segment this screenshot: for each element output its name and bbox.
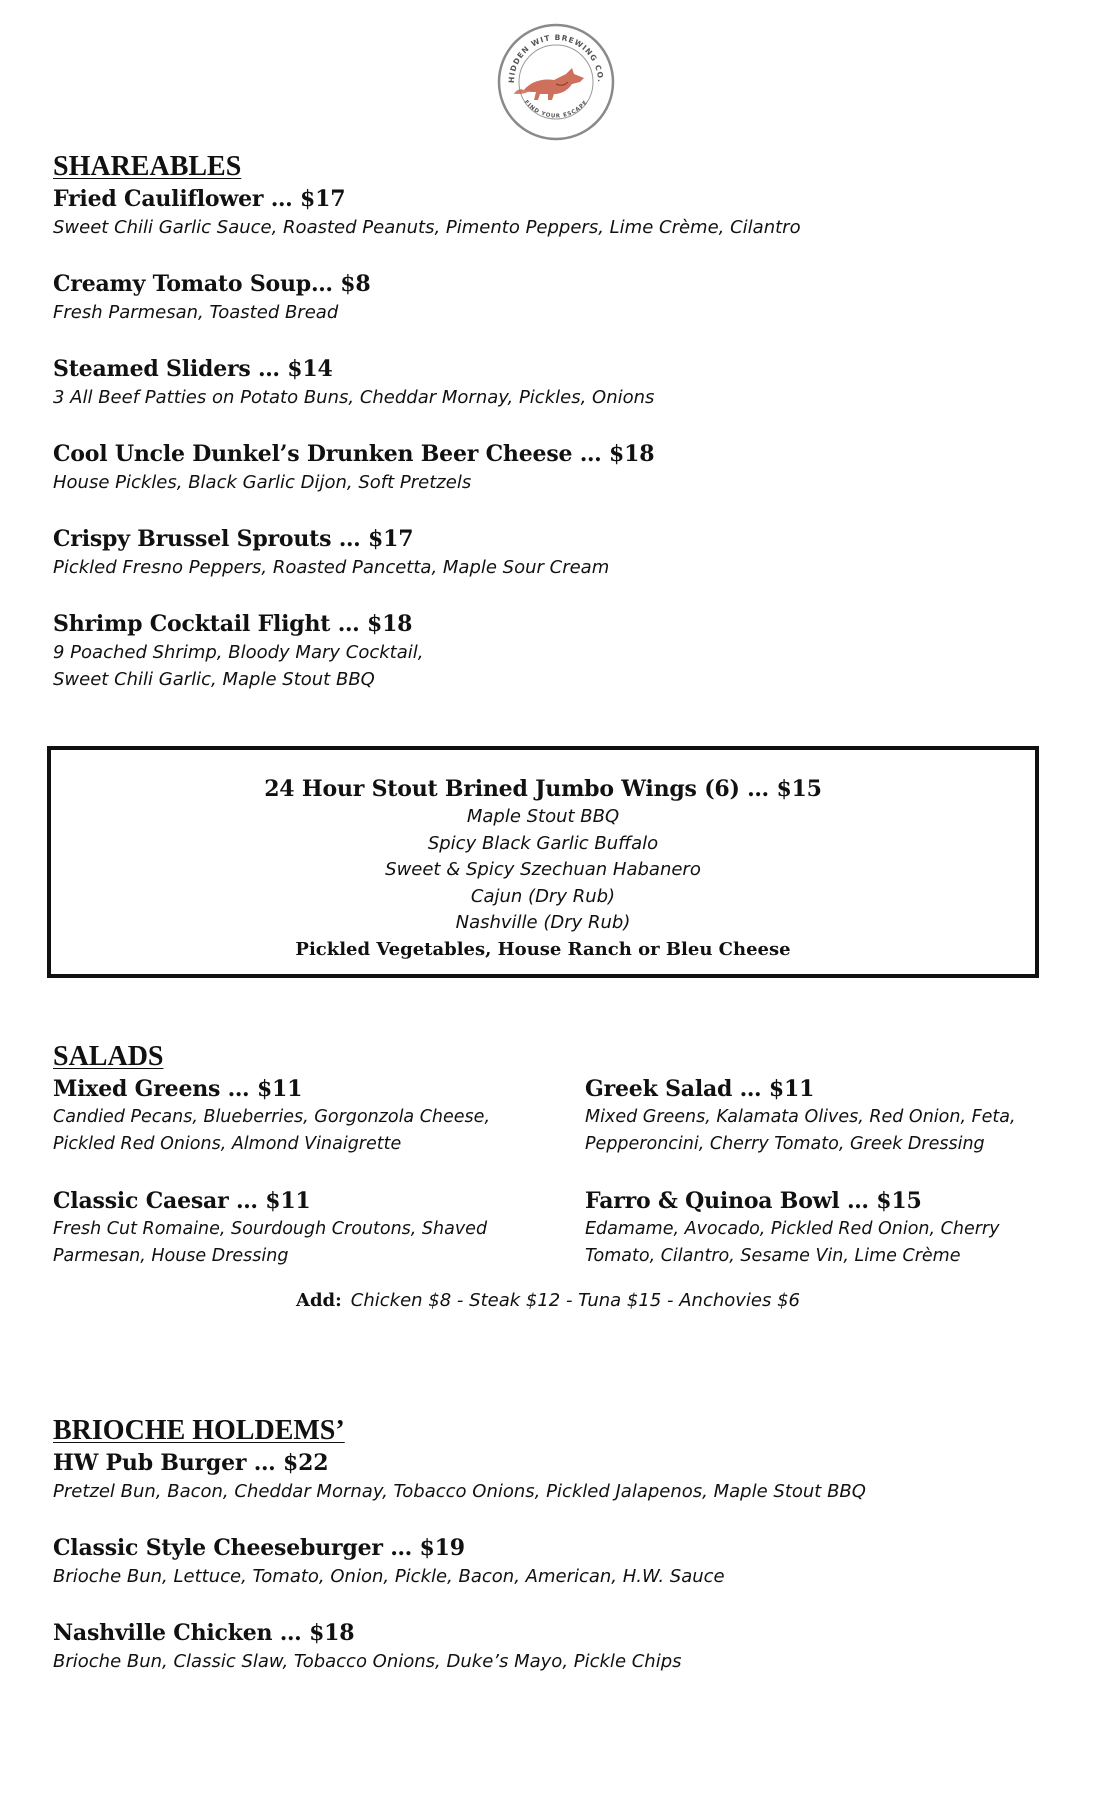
logo-top-text: HIDDEN WIT BREWING CO. (506, 32, 606, 84)
item-description: House Pickles, Black Garlic Dijon, Soft Pretzels (53, 472, 472, 493)
menu-item-steamed-sliders (53, 354, 1053, 411)
menu-item-hw-pub-burger (53, 1448, 1053, 1505)
brioche-section (53, 1414, 1053, 1703)
item-title: Farro & Quinoa Bowl … $15 (585, 1188, 922, 1214)
item-description-line: Edamame, Avocado, Pickled Red Onion, Cherry (585, 1219, 1000, 1239)
item-description: Fresh Parmesan, Toasted Bread (53, 302, 339, 323)
item-description: 3 All Beef Patties on Potato Buns, Cheddar Mornay, Pickles, Onions (53, 387, 655, 408)
item-title: Cool Uncle Dunkel’s Drunken Beer Cheese … $18 (53, 441, 655, 467)
wing-sauce-option: Spicy Black Garlic Buffalo (427, 832, 659, 854)
wing-sauce-option: Maple Stout BBQ (466, 806, 620, 827)
item-title: Mixed Greens … $11 (53, 1076, 303, 1102)
item-title: Steamed Sliders … $14 (53, 356, 333, 382)
item-description-line: Parmesan, House Dressing (53, 1246, 289, 1266)
shareables-heading: SHAREABLES (53, 151, 242, 182)
item-description-line: Tomato, Cilantro, Sesame Vin, Lime Crème (585, 1246, 961, 1266)
item-description-line: Pepperoncini, Cherry Tomato, Greek Dressing (585, 1134, 985, 1154)
salads-heading: SALADS (53, 1041, 164, 1072)
salads-section (53, 1040, 1053, 1270)
item-description-line: Mixed Greens, Kalamata Olives, Red Onion, Feta, (585, 1107, 1016, 1127)
brioche-heading: BRIOCHE HOLDEMS’ (53, 1415, 345, 1446)
item-title: Crispy Brussel Sprouts … $17 (53, 526, 414, 552)
svg-text:FIND YOUR ESCAPE (523, 99, 589, 119)
item-title: HW Pub Burger … $22 (53, 1450, 329, 1476)
shareables-section (53, 150, 1053, 721)
item-title: Nashville Chicken … $18 (53, 1620, 355, 1646)
menu-item-mixed-greens (53, 1074, 585, 1158)
wing-sauce-option: Sweet & Spicy Szechuan Habanero (385, 859, 701, 880)
item-title: Classic Style Cheeseburger … $19 (53, 1535, 465, 1561)
item-description: Pickled Fresno Peppers, Roasted Pancetta, Maple Sour Cream (53, 557, 610, 578)
item-description-line: Fresh Cut Romaine, Sourdough Croutons, Shaved (53, 1219, 488, 1239)
menu-item-brussel-sprouts (53, 524, 1053, 581)
svg-text:HIDDEN WIT BREWING CO. (507, 33, 605, 83)
menu-item-beer-cheese (53, 439, 1053, 496)
salads-grid (53, 1074, 1053, 1270)
item-description: Sweet Chili Garlic Sauce, Roasted Peanuts, Pimento Peppers, Lime Crème, Cilantro (53, 217, 801, 238)
menu-item-creamy-tomato-soup (53, 269, 1053, 326)
item-title: Classic Caesar … $11 (53, 1188, 311, 1214)
item-description: Pretzel Bun, Bacon, Cheddar Mornay, Tobacco Onions, Pickled Jalapenos, Maple Stout BBQ (53, 1481, 866, 1502)
item-description: Brioche Bun, Classic Slaw, Tobacco Onions, Duke’s Mayo, Pickle Chips (53, 1651, 682, 1672)
menu-item-nashville-chicken (53, 1618, 1053, 1675)
wings-title: 24 Hour Stout Brined Jumbo Wings (6) … $15 (264, 776, 822, 802)
fox-icon (514, 68, 584, 100)
item-description-line: Candied Pecans, Blueberries, Gorgonzola Cheese, (53, 1107, 491, 1127)
item-description-line: Pickled Red Onions, Almond Vinaigrette (53, 1134, 402, 1154)
wings-feature-box (47, 746, 1039, 978)
menu-item-shrimp-cocktail (53, 609, 1053, 693)
item-description: Brioche Bun, Lettuce, Tomato, Onion, Pickle, Bacon, American, H.W. Sauce (53, 1566, 725, 1587)
brewery-logo (494, 20, 618, 144)
menu-item-fried-cauliflower (53, 184, 1053, 241)
salad-add-ons (0, 1290, 1096, 1311)
add-on-list: Chicken $8 - Steak $12 - Tuna $15 - Anchovies $6 (350, 1290, 800, 1311)
item-title: Creamy Tomato Soup… $8 (53, 271, 371, 297)
item-title: Fried Cauliflower … $17 (53, 186, 346, 212)
menu-item-greek-salad (585, 1074, 1055, 1158)
item-title: Shrimp Cocktail Flight … $18 (53, 611, 413, 637)
wing-sauce-option: Cajun (Dry Rub) (470, 885, 616, 907)
menu-item-classic-cheeseburger (53, 1533, 1053, 1590)
wings-sides: Pickled Vegetables, House Ranch or Bleu Cheese (295, 938, 791, 960)
item-description-line: 9 Poached Shrimp, Bloody Mary Cocktail, (53, 642, 424, 663)
menu-item-classic-caesar (53, 1186, 585, 1270)
wing-sauce-option: Nashville (Dry Rub) (455, 912, 631, 933)
logo-bottom-text: FIND YOUR ESCAPE (522, 99, 590, 120)
add-label: Add: (296, 1290, 342, 1311)
item-description-line: Sweet Chili Garlic, Maple Stout BBQ (53, 669, 375, 690)
brewery-seal (494, 20, 618, 144)
item-title: Greek Salad … $11 (585, 1076, 815, 1102)
menu-item-farro-quinoa-bowl (585, 1186, 1055, 1270)
